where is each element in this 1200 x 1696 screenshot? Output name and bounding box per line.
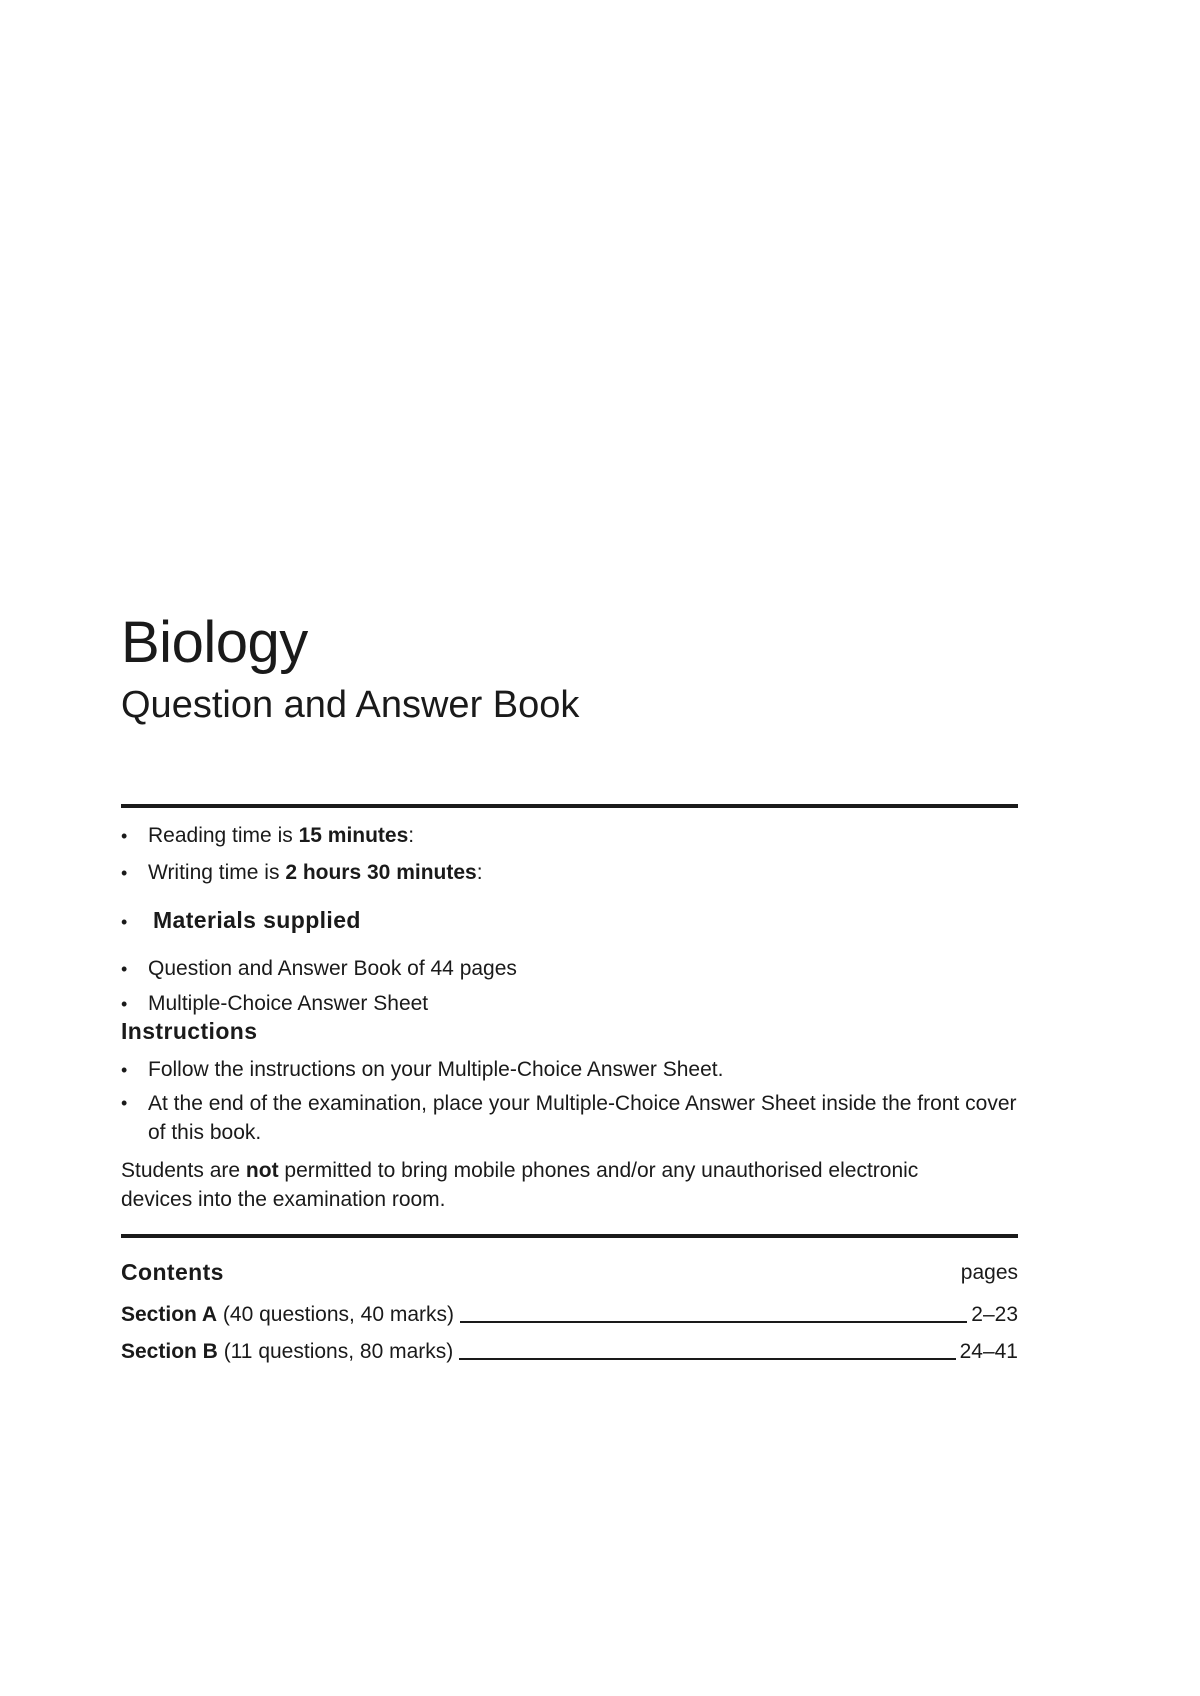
instruction-item (121, 1089, 1018, 1147)
instruction-item-label: Follow the instructions on your Multiple-Choice Answer Sheet. (148, 1058, 724, 1081)
bullet-icon: • (121, 826, 128, 846)
materials-item-label: Question and Answer Book of 44 pages (148, 957, 517, 980)
bullet-icon: • (121, 1060, 128, 1080)
toc-section-name: Section A (121, 1303, 218, 1326)
devices-notice-emphasis: not (245, 1159, 279, 1182)
devices-notice-prefix: Students are (121, 1159, 246, 1182)
bottom-divider (121, 1234, 1018, 1238)
reading-time-value: 15 minutes (298, 824, 409, 847)
writing-time-value: 2 hours 30 minutes (285, 861, 477, 884)
writing-time-prefix: Writing time is (148, 861, 286, 884)
instruction-item-label: At the end of the examination, place your Multiple-Choice Answer Sheet inside the front cover of this book. (148, 1092, 1017, 1144)
toc-section-pages: 24–41 (959, 1340, 1018, 1363)
writing-time-item (121, 859, 483, 887)
contents-heading: Contents (121, 1259, 224, 1285)
devices-notice (121, 1156, 981, 1214)
bullet-icon: • (121, 912, 128, 932)
bullet-icon: • (121, 959, 128, 979)
instruction-item (121, 1056, 723, 1084)
devices-notice-suffix: permitted to bring mobile phones and/or any unauthorised electronic devices into the examination room. (121, 1159, 919, 1211)
reading-time-item (121, 822, 414, 850)
materials-item (121, 990, 428, 1018)
top-divider (121, 804, 1018, 808)
reading-time-prefix: Reading time is (148, 824, 299, 847)
bullet-icon: • (121, 1093, 128, 1113)
pages-column-label: pages (960, 1261, 1018, 1284)
writing-time-suffix: : (476, 861, 483, 884)
toc-row-section-a (121, 1300, 1018, 1330)
reading-time-suffix: : (408, 824, 415, 847)
contents-header (121, 1259, 1018, 1289)
toc-section-desc: (11 questions, 80 marks) (217, 1340, 454, 1363)
toc-section-desc: (40 questions, 40 marks) (217, 1303, 455, 1326)
toc-row-section-b (121, 1337, 1018, 1367)
materials-item-label: Multiple-Choice Answer Sheet (148, 992, 429, 1015)
bullet-icon: • (121, 863, 128, 883)
toc-leader-line (459, 1358, 955, 1360)
page-title: Biology (121, 610, 308, 675)
toc-leader-line (460, 1321, 967, 1323)
bullet-icon: • (121, 994, 128, 1014)
materials-heading (121, 905, 361, 937)
toc-section-pages: 2–23 (971, 1303, 1018, 1326)
toc-section-name: Section B (121, 1340, 218, 1363)
instructions-heading: Instructions (121, 1018, 258, 1044)
page-subtitle: Question and Answer Book (121, 684, 580, 726)
materials-item (121, 955, 517, 983)
materials-heading-label: Materials supplied (153, 907, 361, 933)
